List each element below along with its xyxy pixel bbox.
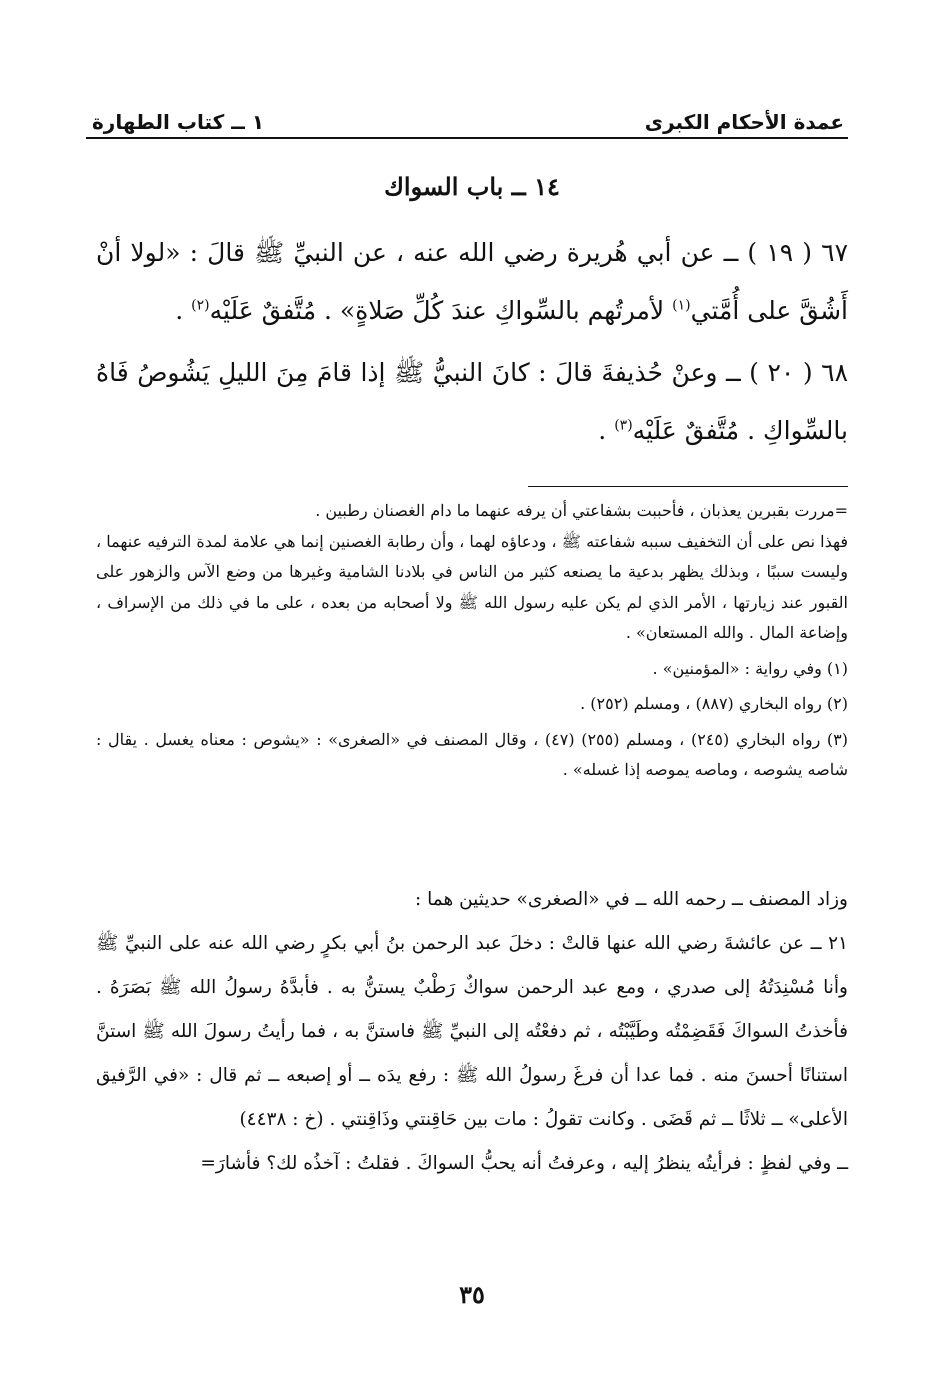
main-text — [96, 224, 848, 464]
note-continuation-1: =مررت بقبرين يعذبان ، فأحببت بشفاعتي أن يرفه عنهما ما دام الغصنان رطبين . — [315, 501, 848, 520]
footnote-separator — [528, 486, 848, 487]
section-title: ١ ــ كتاب الطهارة — [92, 110, 265, 134]
appendix-intro: وزاد المصنف ــ رحمه الله ــ في «الصغرى» حديثين هما : — [415, 889, 848, 910]
footnote-ref-3: (٣) — [614, 417, 633, 434]
footnote-1: (١) وفي رواية : «المؤمنين» . — [652, 658, 848, 678]
running-head — [92, 100, 844, 134]
hadith-67: ٦٧ ( ١٩ ) ــ عن أبي هُريرة رضي الله عنه ، عن النبيِّ ﷺ قالَ : «لولا أنْ أَشُقَّ على أُمَّتي$^{(١)}$ لأمرتُهم بالسِّواكِ عندَ كُلِّ صَلاةٍ» . مُتَّفقٌ عَلَيْه$^{(٢)}$ . — [96, 238, 849, 325]
footnote-2: (٢) رواه البخاري (٨٨٧) ، ومسلم (٢٥٢) . — [580, 694, 848, 713]
footnote-ref-2: (٢) — [191, 297, 210, 314]
hadith-68: ٦٨ ( ٢٠ ) ــ وعنْ حُذيفةَ قالَ : كانَ النبيُّ ﷺ إذا قامَ مِنَ الليلِ يَشُوصُ فَاهُ بالسِّواكِ . مُتَّفقٌ عَلَيْه$^{(٣)}$ . — [96, 358, 848, 445]
footnote-ref-1: (١) — [672, 297, 691, 314]
page-number: ٣٥ — [459, 1280, 485, 1309]
footnotes — [96, 496, 848, 786]
appendix-variant: ــ وفي لفظٍ : فرأيتُه ينظرُ إليه ، وعرفتُ أنه يحبُّ السواكَ . فقلتُ : آخذُه لك؟ فأشارَ= — [200, 1153, 848, 1174]
header-rule — [86, 137, 848, 139]
footnote-3: (٣) رواه البخاري (٢٤٥) ، ومسلم (٢٥٥) (٤٧) ، وقال المصنف في «الصغرى» : «يشوص : معناه يغسل . يقال : شاصه يشوصه ، وماصه يموصه إذا غسله» . — [96, 729, 849, 779]
appendix — [96, 878, 848, 1186]
appendix-hadith-21: ٢١ ــ عن عائشةَ رضي الله عنها قالتْ : دخلَ عبد الرحمن بنُ أبي بكرٍ رضي الله عنه على النبيِّ ﷺ وأنا مُسْنِدَتُهُ إلى صدري ، ومع عبد الرحمن سواكٌ رَطْبٌ يستنُّ به . فأبدَّهُ رسولُ الله ﷺ بَصَرَهُ . فأخذتُ السواكَ فَقَضِمْتُه وطَيَّبْتُه ، ثم دفعْتُه إلى النبيِّ ﷺ فاستنَّ به ، فما رأيتُ رسولَ الله ﷺ استنَّ استنانًا أحسنَ منه . فما عدا أن فرغَ رسولُ الله ﷺ : رفع يدَه ــ أو إصبعه ــ ثم قال : «في الرَّفيق الأعلى» ــ ثلاثًا ــ ثم قَضَى . وكانت تقولُ : مات بين حَاقِنتي وذَاقِنتي . (خ : ٤٤٣٨) — [96, 933, 848, 1130]
chapter-title: ١٤ ــ باب السواك — [384, 172, 560, 201]
note-continuation-2: فهذا نص على أن التخفيف سببه شفاعته ﷺ ، ودعاؤه لهما ، وأن رطابة الغصنين إنما هي علامة لمدة الترفيه عنهما ، وليست سببًا ، وبذلك يظهر بدعية ما يصنعه كثير من الناس في بلادنا الشامية وغيرها من وضع الآس والزهور على القبور عند زيارتها ، الأمر الذي لم يكن عليه رسول الله ﷺ ولا أصحابه من بعده ، على ما في ذلك من الإسراف ، وإضاعة المال . والله المستعان» . — [96, 531, 848, 642]
book-title: عمدة الأحكام الكبرى — [644, 110, 844, 134]
